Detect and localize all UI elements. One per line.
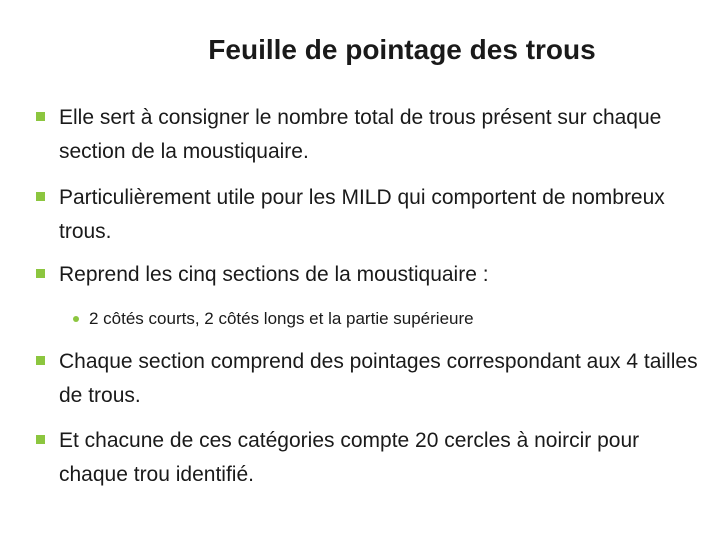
slide-title: Feuille de pointage des trous [208,34,596,65]
bullet-text: Particulièrement utile pour les MILD qui comportent de nombreux trous. [59,186,665,243]
bullet-item [59,258,707,292]
bullet-text: Chaque section comprend des pointages correspondant aux 4 tailles de trous. [59,350,698,407]
square-bullet-icon [36,435,45,444]
square-bullet-icon [36,112,45,121]
bullet-text: Reprend les cinq sections de la moustiquaire : [59,263,489,286]
square-bullet-icon [36,269,45,278]
square-bullet-icon [36,356,45,365]
bullet-text: Et chacune de ces catégories compte 20 cercles à noircir pour chaque trou identifié. [59,429,640,486]
dot-bullet-icon [73,316,79,322]
bullet-item [59,101,707,169]
bullet-item [59,345,707,413]
sub-bullet-text: 2 côtés courts, 2 côtés longs et la partie supérieure [89,309,474,328]
square-bullet-icon [36,192,45,201]
bullet-item [59,424,707,492]
sub-bullet-item [89,307,689,331]
bullet-text: Elle sert à consigner le nombre total de trous présent sur chaque section de la moustiquaire. [59,106,662,163]
bullet-item [59,181,707,249]
